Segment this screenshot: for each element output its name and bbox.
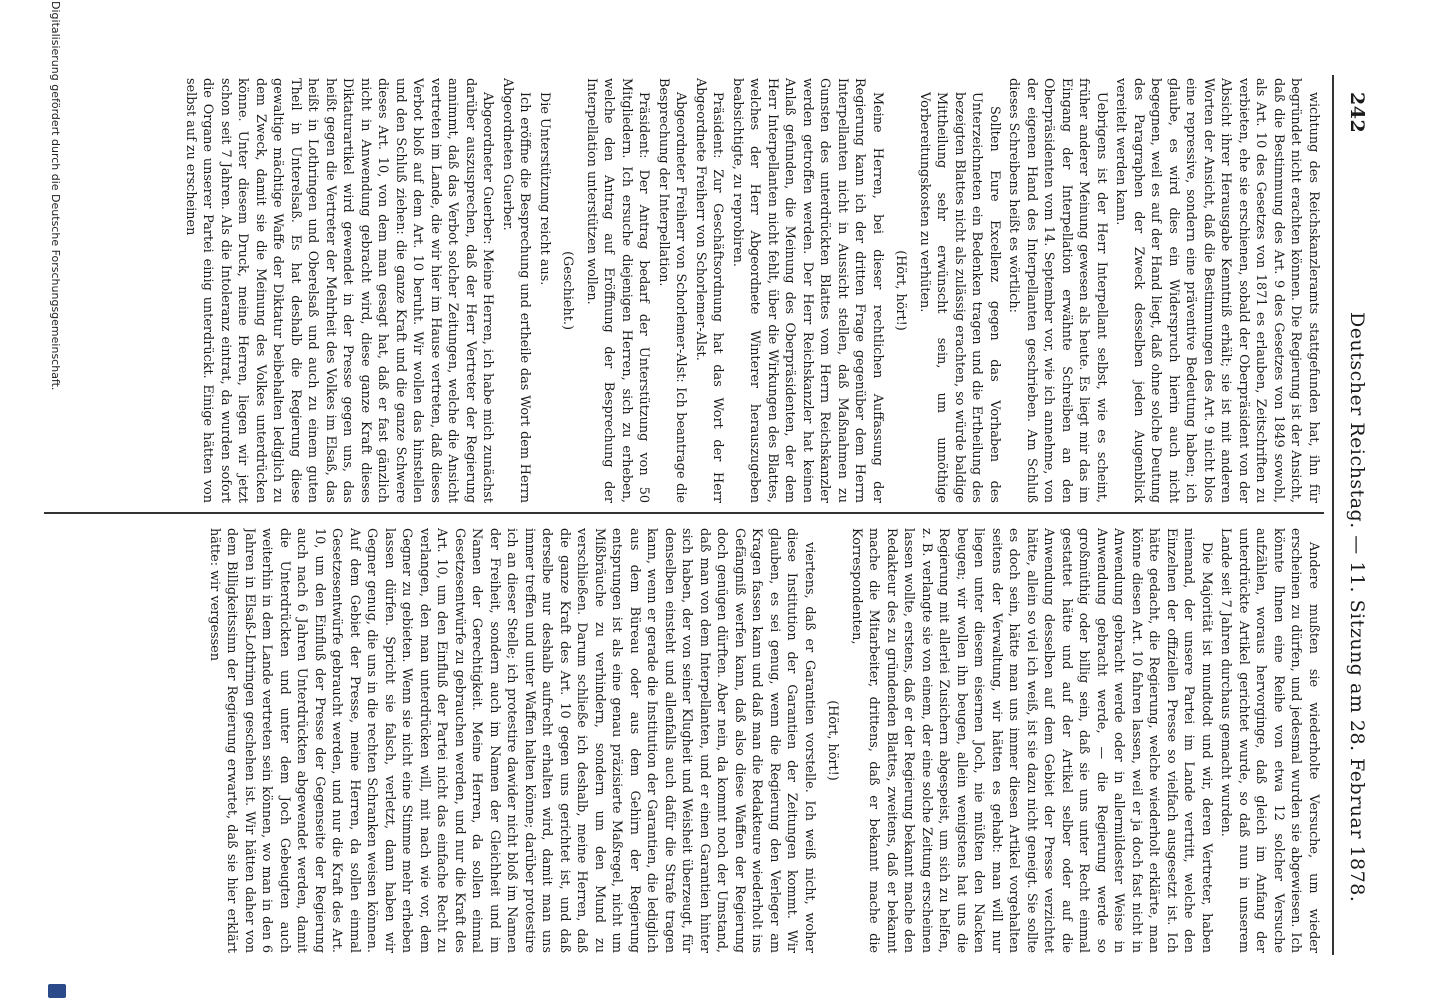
column-rule [44, 512, 1324, 514]
right-paragraph: viertens, daß er Garantien vorstelle. Ich weiß nicht, woher diese Institution der Garantien der Zeitungen kommt. Wir glauben, es sei genug, wenn die Regierung den Verleger am Kragen fassen kann und daß man die Redakteure wiederholt ins Gefängniß werfen kann, daß also diese Waffen der Regierung doch genügen dürften. Aber nein, da kommt noch der Umstand, daß man von dem Interpellanten, und er einen Garantien hinter sich haben, der von seiner Klugheit und Weisheit überzeugt, für denselben einsteht und allenfalls auch dafür die Strafe tragen kann, wenn er gerade die Institution der Garantien, die lediglich aus dem Büreau oder aus dem Gehirn der Regierung entsprungen ist als eine genau präzisierte Maßregel, nicht um Mißbräuche zu verhindern, sondern um den Mund zu verschließen. Darum schließe ich deshalb, meine Herren, daß die ganze Kraft des Art. 10 gegen uns gerichtet ist, und daß derselbe nur deshalb aufrecht erhalten wird, damit man uns immer treffen und unter Waffen halten könne; darüber protestire ich an dieser Stelle; ich protestire dawider nicht bloß im Namen der Freiheit, sondern auch im Namen der Gleichheit und im Namen der Gerechtigkeit. Meine Herren, da sollen einmal Gesetzesentwürfe zu gebrauchen werden, und nur die Kraft des Art. 10, um den Einfluß der Partei nicht das einfache Recht zu verlangen, den man unterdrücken will, mit nach wie vor, dem Gegner zu gebieten. Wenn sie nicht eine Stimme mehr erheben lassen dürfen. Spricht sie falsch, verletzt, dann haben wir Gegner genug, die uns in die rechten Schranken weisen können. Auf dem Gebiet der Presse, meine Herren, da sollen einmal Gesetzesentwürfe gebraucht werden, und nur die Kraft des Art. 10, um den Einfluß der Presse der Gegenseite der Regierung auch nach 6 Jahren Unterdrückten abgewendet werden, damit die Unterdrückten und unter dem Joch Gebeugten auch weiterhin in dem Lande vertreten sein können, wo man in den 6 Jahren in Elsaß-Lothringen geschehen ist. Wir hätten daher von dem Billigkeitssinn der Regierung erwartet, daß sie hier erklärt hätte: wir vergessen [207, 528, 817, 953]
right-interjection: (Hört, hört!) [825, 700, 841, 781]
left-paragraph: Abgeordneter Guerber: Meine Herren, ich habe mich zunächst darüber auszusprechen, daß der Herr Vertreter der Regierung annimmt, daß das Verbot solcher Zeitungen, welche die Ansicht vertreten im Lande, die wir hier im Hause vertreten, daß dieses Verbot bloß auf dem Art. 10 beruht. Wir wollen das hinstellen und den Schluß ziehen: die ganze Kraft und die ganze Schwere dieses Art. 10, von dem man gesagt hat, daß er fast gänzlich nicht in Anwendung gebracht wird, diese ganze Kraft dieses Diktaturartikel wird gewendet in der Presse gegen uns, das heißt gegen die Vertreter der Mehrheit des Volkes im Elsaß, das heißt in Lothringen und Oberelsaß und auch zu einem guten Theil in Unterelsaß. Es hat deshalb die Regierung diese gewaltige mächtige Waffe der Diktatur beibehalten lediglich zu dem Zweck, damit sie die Meinung des Volkes unterdrücken könne. Unter diesem Druck, meine Herren, liegen wir jetzt schon seit 7 Jahren. Als die Intoleranz eintrat, da wurden sofort die Organe unserer Partei einig unterdrückt. Einige hätten von selbst auf zu erscheinen [183, 78, 496, 503]
right-column [52, 528, 1322, 953]
left-paragraph: wichtung des Reichskanzleramts stattgefunden hat, ihn für begründet nicht erachten können. Die Regierung ist der Ansicht, daß die Bestimmung des Art. 9 des Gesetzes von 1849 sowohl, als Art. 10 des Gesetzes von 1871 es erlauben, Zeitschriften zu verbieten, ehe sie erschienen, sobald der Oberpräsident von der Absicht ihrer Herausgabe Kenntniß erhält; sie ist mit anderen Worten der Ansicht, daß die Bestimmungen des Art. 9 nicht blos eine repressive, sondern eine präventive Bedeutung haben; ich glaube, es wird dies ein Widerspruch hierin auch nicht begegnen, weil es auf der Hand liegt, daß ohne solche Deutung des Paragraphen der Zweck desselben jeden Augenblick vereitelt werden kann. [1113, 78, 1321, 503]
page-number: 242 [1346, 92, 1368, 134]
left-interjection: (Geschieht.) [560, 251, 576, 330]
digitization-footer [42, 0, 72, 1000]
dfg-logo-icon [48, 984, 66, 998]
left-paragraph: Präsident: Zur Geschäftsordnung hat das Wort der Herr Abgeordnete Freiherr von Schorlemer-Alst. [693, 78, 726, 503]
page-header [1336, 72, 1368, 952]
left-column [52, 78, 1322, 503]
footer-credit: Digitalisierung gefördert durch die Deutsche Forschungsgemeinschaft. [49, 1, 62, 391]
running-title: Deutscher Reichstag. — 11. Sitzung am 28. Februar 1878. [1346, 312, 1368, 903]
left-paragraph: Uebrigens ist der Herr Interpellant selbst, wie es scheint, früher anderer Meinung gewesen als heute. Es liegt mir das im Eingang der Interpellation erwähnte Schreiben an den Oberpräsidenten vom 14. September vor, wie ich annehme, von der eigenen Hand des Interpellanten geschrieben. Am Schluß dieses Schreibens heißt es wörtlich: [1006, 78, 1109, 503]
left-paragraph: Ich eröffne die Besprechung und ertheile das Wort dem Herrn Abgeordneten Guerber. [500, 78, 533, 503]
left-paragraph: Präsident: Der Antrag bedarf der Unterstützung von 50 Mitgliedern. Ich ersuche diejenigen Herren, sich zu erheben, welche den Antrag auf Eröffnung der Besprechung der Interpellation unterstützen wollen. [584, 78, 652, 503]
right-paragraph: Andere mußten sie wiederholte Versuche, um wieder erscheinen zu dürfen, und jedesmal wurden sie abgewiesen. Ich könnte Ihnen eine Reihe von etwa 12 solcher Versuche aufzählen, woraus hervorginge, daß gleich im Anfang der unterdrückte Artikel gerichtet wurde, so daß nun in unserem Lande seit 7 Jahren durchaus gemacht wurden. [1218, 528, 1321, 953]
left-paragraph: Abgeordneter Freiherr von Schorlemer-Alst: Ich beantrage die Besprechung der Interpellation. [656, 78, 689, 503]
left-quote: Sollten Eure Excellenz gegen das Vorhaben des Unterzeichneten ein Bedenken tragen und die Ertheilung des bezeigten Blattes nicht als zulässig erachten, so würde baldige Mittheilung sehr erwünscht sein, um unnöthige Vorbereitungskosten zu verhüten. [917, 92, 1002, 503]
left-paragraph: Meine Herren, bei dieser rechtlichen Auffassung der Regierung kann ich der dritten Frage gegenüber dem Herrn Interpellanten nicht in Aussicht stellen, daß Maßnahmen zu Gunsten des unterdrückten Blattes vom Herrn Reichskanzler werden getroffen werden. Der Herr Reichskanzler hat keinen Anlaß gefunden, die Meinung des Oberpräsidenten, der dem Herr Interpellanten nicht fehlt, über die Wirkungen des Blattes, welches der Herr Abgeordnete Winterer herauszugeben beabsichtigte, zu reprobiren. [730, 78, 885, 503]
right-paragraph: Die Majorität ist mundtodt und wir, deren Vertreter, haben niemand, der unsere Partei im Lande vertritt, welche den Einzelnen der offiziellen Presse so vielfach ausgesetzt ist. Ich hätte gedacht, die Regierung, welche wiederholt erklärte, man könne diesen Art. 10 fahren lassen, weil er ja doch fast nicht in Anwendung gebracht werde oder in allermildester Weise in Anwendung gebracht werde, — die Regierung werde so großmüthig oder billig sein, daß sie uns unter Recht einmal gestattet hätte und auf der Artikel selber oder auf die Anwendung desselben auf dem Gebiet der Presse verzichtet hätte, allein so viel ich weiß, ist sie dazu nicht geneigt. Sie sollte es doch sein, hätte man uns immer diesen Artikel vorgehalten seitens der Verwaltung, wir hätten es gehabt: man will nur liegen unter diesem eisernen Joch, nie müßten den Nacken beugen; wir wollen ihn beugen, allein wenigstens hat uns die Regierung mit allerlei Zusichern abgespeist, um sich zu helfen, z. B. verlangte sie von einem, der eine solche Zeitung erscheinen lassen wollte, erstens, daß er der Regierung bekannt mache den Redakteur des zu gründenden Blattes, zweitens, daß er bekannt mache die Mitarbeiter, drittens, daß er bekannt mache die Korrespondenten, [849, 528, 1214, 953]
header-rule [1332, 75, 1334, 955]
left-interjection: (Hört, hört!) [893, 250, 909, 331]
left-paragraph: Die Unterstützung reicht aus. [537, 92, 552, 286]
